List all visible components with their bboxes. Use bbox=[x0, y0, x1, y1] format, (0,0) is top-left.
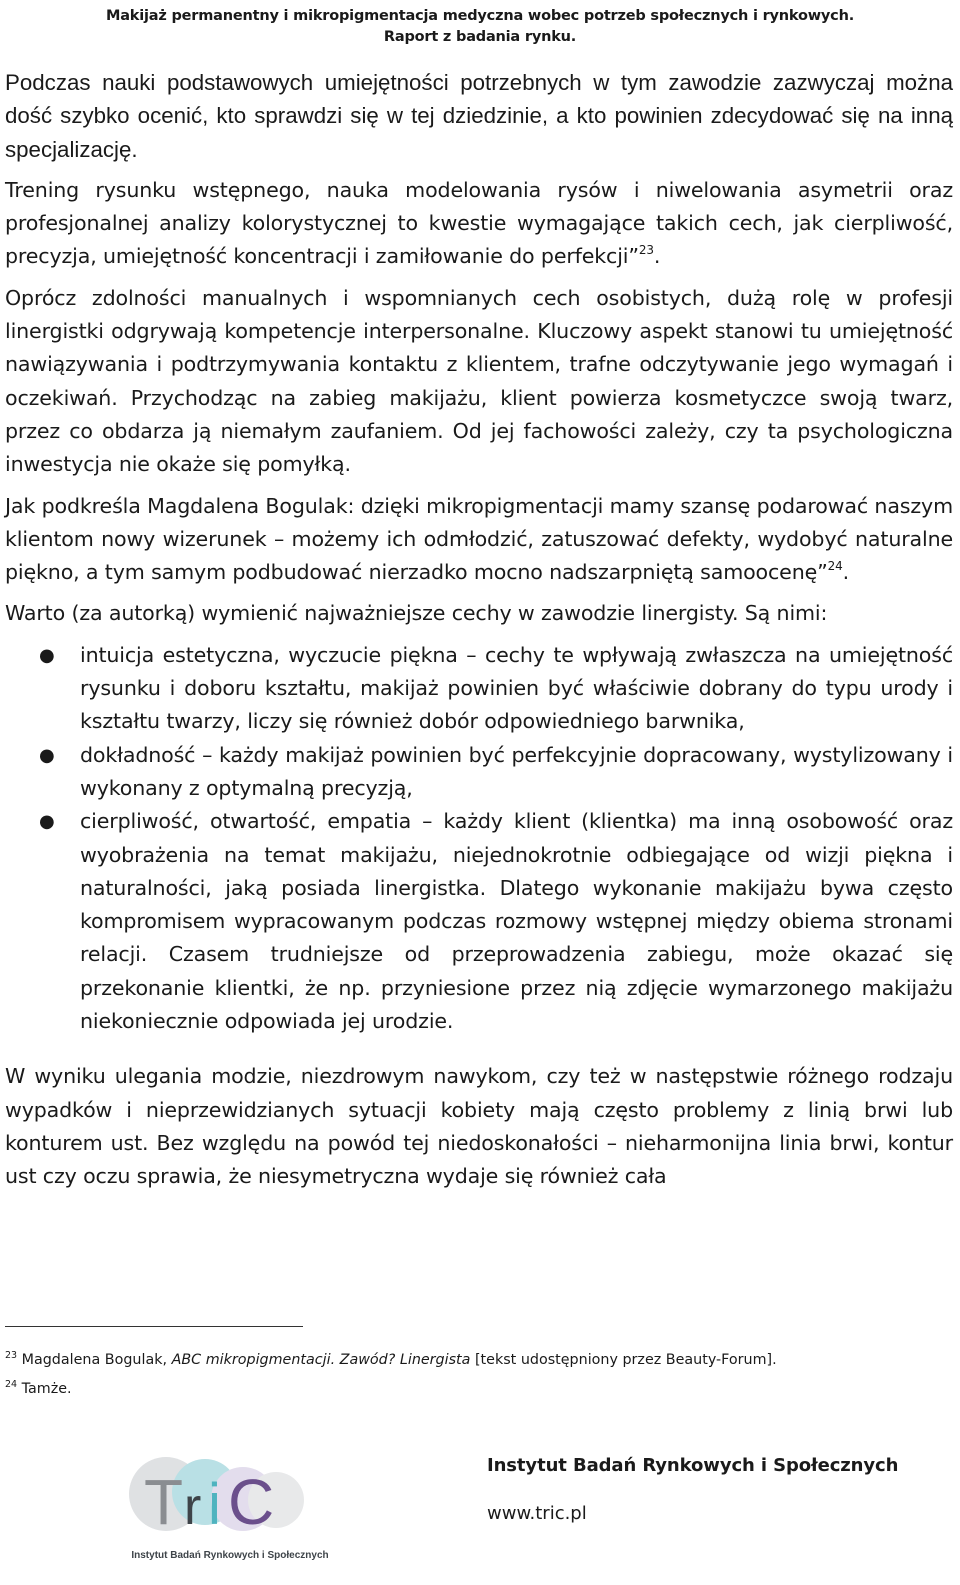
footnote-title: ABC mikropigmentacji. Zawód? Linergista bbox=[171, 1352, 471, 1368]
footnote-note: [tekst udostępniony przez Beauty-Forum]. bbox=[474, 1352, 777, 1368]
logo-letter-c: C bbox=[228, 1466, 275, 1538]
list-item-text: intuicja estetyczna, wyczucie piękna – cechy te wpływają zwłaszcza na umiejętność rysunku i doboru kształtu, makijaż powinien być właściwie dobrany do typu urody i kształtu twarzy, liczy się również dobór odpowiedniego barwnika, bbox=[80, 642, 953, 734]
paragraph-5: Warto (za autorką) wymienić najważniejsze cechy w zawodzie linergisty. Są nimi: bbox=[5, 601, 828, 626]
footnote-text: Tamże. bbox=[21, 1381, 72, 1397]
paragraph-2: Trening rysunku wstępnego, nauka modelowania rysów i niwelowania asymetrii oraz profesjonalnej analizy kolorystycznej to kwestie wymagające takich cech, jak cierpliwość, precyzja, umiejętność koncentracji i zamiłowanie do perfekcji”$^{23}$. bbox=[5, 177, 953, 269]
paragraph-2-text: Trening rysunku wstępnego, nauka modelowania rysów i niwelowania asymetrii oraz profesjonalnej analizy kolorystycznej to kwestie wymagające takich cech, jak cierpliwość, precyzja, umiejętność koncentracji i zamiłowanie do perfekcji” bbox=[5, 177, 953, 269]
traits-list bbox=[5, 639, 953, 1039]
tric-logo bbox=[104, 1450, 356, 1570]
bullet-icon: ● bbox=[39, 744, 55, 766]
paragraph-6: W wyniku ulegania modzie, niezdrowym nawykom, czy też w następstwie różnego rodzaju wypadków i nieprzewidzianych sytuacji kobiety mają często problemy z linią brwi lub konturem ust. Bez względu na powód tej niedoskonałości – nieharmonijna linia brwi, kontur ust czy oczu sprawia, że niesymetryczna wydaje się również cała bbox=[5, 1064, 953, 1189]
footnote-ref-23: 23 bbox=[638, 243, 654, 258]
logo-letter-r: r bbox=[184, 1478, 202, 1536]
bullet-icon: ● bbox=[39, 811, 55, 833]
list-item bbox=[5, 805, 953, 1038]
list-item-text: dokładność – każdy makijaż powinien być perfekcyjnie dopracowany, wystylizowany i wykonany z optymalną precyzją, bbox=[80, 742, 953, 800]
logo-letter-t: T bbox=[144, 1466, 184, 1538]
running-header bbox=[0, 6, 960, 48]
footnote-number: 23 bbox=[5, 1350, 18, 1361]
logo-caption: Instytut Badań Rynkowych i Społecznych bbox=[131, 1550, 329, 1561]
footer-website-link[interactable]: www.tric.pl bbox=[487, 1503, 587, 1524]
list-item bbox=[5, 739, 953, 806]
bullet-icon: ● bbox=[39, 644, 55, 666]
header-subtitle: Raport z badania rynku. bbox=[383, 29, 577, 45]
paragraph-1: Podczas nauki podstawowych umiejętności potrzebnych w tym zawodzie zazwyczaj można dość szybko ocenić, kto sprawdzi się w tej dziedzinie, a kto powinien zdecydować się na inną specjalizację. bbox=[5, 70, 953, 162]
list-item-text: cierpliwość, otwartość, empatia – każdy klient (klientka) ma inną osobowość oraz wyobrażenia na temat makijażu, niejednokrotnie odbiegające od wizji piękna i naturalności, jaką posiada linergistka. Dlatego wykonanie makijażu bywa często kompromisem wypracowanym podczas rozmowy wstępnej między obiema stronami relacji. Czasem trudniejsze od przeprowadzenia zabiegu, może okazać się przekonanie klientki, że np. przyniesione przez nią zdjęcie wymarzonego makijażu niekoniecznie odpowiada jej urodzie. bbox=[80, 809, 953, 1034]
footnote-23 bbox=[5, 1346, 945, 1375]
footnote-24 bbox=[5, 1375, 945, 1404]
footnote-author: Magdalena Bogulak, bbox=[21, 1352, 168, 1368]
paragraph-4-text: Jak podkreśla Magdalena Bogulak: dzięki mikropigmentacji mamy szansę podarować naszym klientom nowy wizerunek – możemy ich odmłodzić, zatuszować defekty, wydobyć naturalne piękno, a tym samym podbudować nierzadko mocno nadszarpniętą samoocenę” bbox=[5, 493, 953, 585]
paragraph-3: Oprócz zdolności manualnych i wspomnianych cech osobistych, dużą rolę w profesji linergistki odgrywają kompetencje interpersonalne. Kluczowy aspekt stanowi tu umiejętność nawiązywania i podtrzymywania kontaktu z klientem, trafne odczytywanie jego wymagań i oczekiwań. Przychodząc na zabieg makijażu, klient powierza kosmetyczce swoją twarz, przez co obdarza ją niemałym zaufaniem. Od jej fachowości zależy, czy ta psychologiczna inwestycja nie okaże się pomyłką. bbox=[5, 285, 953, 477]
footnotes bbox=[5, 1346, 945, 1404]
footer-organization: Instytut Badań Rynkowych i Społecznych bbox=[487, 1455, 899, 1476]
footnote-number: 24 bbox=[5, 1379, 18, 1390]
logo-letter-i: i bbox=[208, 1472, 221, 1537]
document-body bbox=[5, 66, 953, 1202]
paragraph-4: Jak podkreśla Magdalena Bogulak: dzięki mikropigmentacji mamy szansę podarować naszym klientom nowy wizerunek – możemy ich odmłodzić, zatuszować defekty, wydobyć naturalne piękno, a tym samym podbudować nierzadko mocno nadszarpniętą samoocenę”$^{24}$. bbox=[5, 493, 953, 585]
list-item bbox=[5, 639, 953, 739]
footnote-separator bbox=[5, 1326, 303, 1327]
footnote-ref-24: 24 bbox=[827, 559, 843, 574]
header-title: Makijaż permanentny i mikropigmentacja medyczna wobec potrzeb społecznych i rynkowych. bbox=[105, 8, 855, 24]
